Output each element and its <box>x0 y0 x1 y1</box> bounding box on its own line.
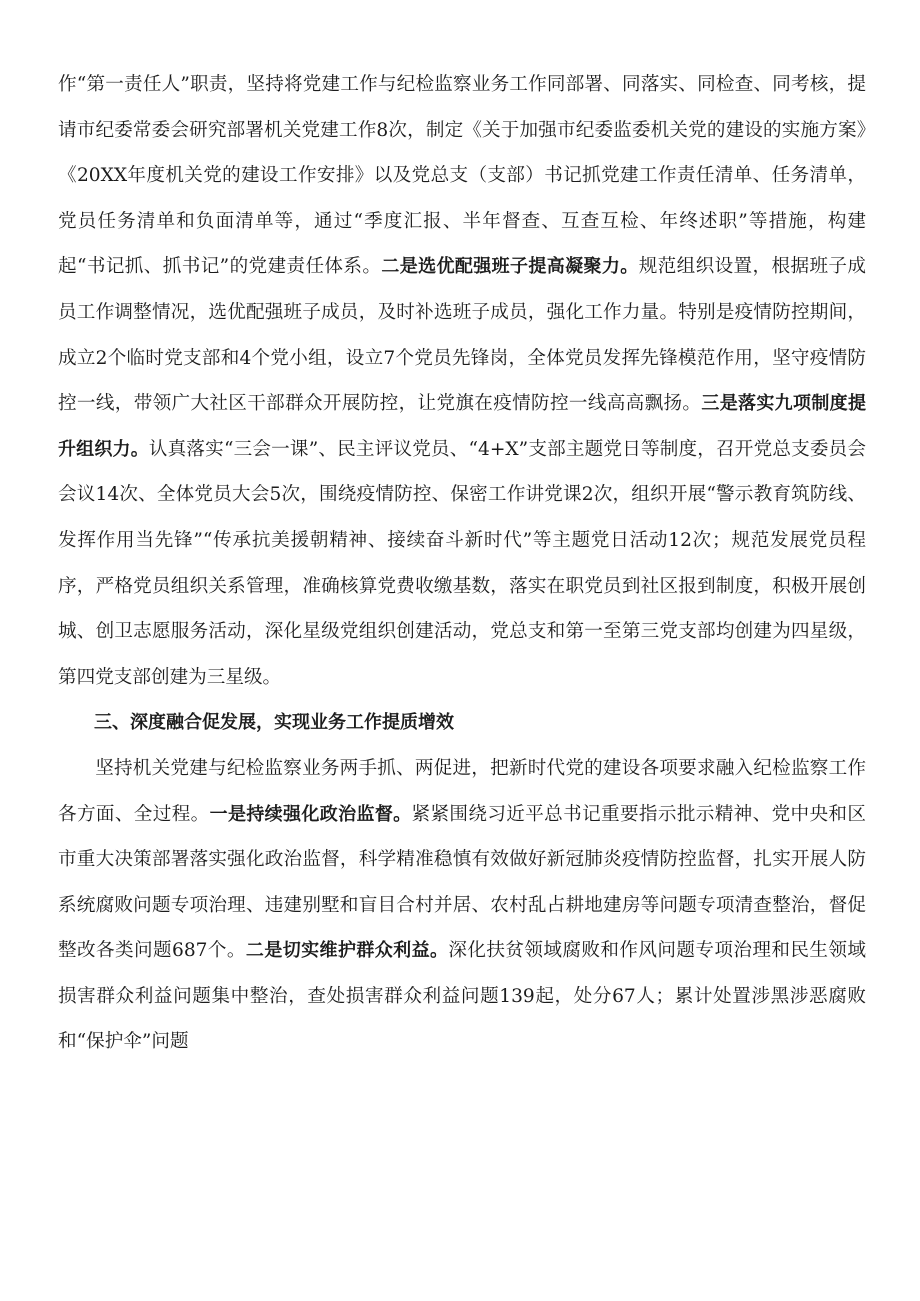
bold-lead-sentence: 一是持续强化政治监督。 <box>209 803 412 825</box>
bold-lead-sentence: 二是切实维护群众利益。 <box>245 940 449 962</box>
bold-lead-sentence: 二是选优配强班子提高凝聚力。 <box>381 256 639 278</box>
paragraph-party-building-responsibility <box>58 62 866 700</box>
paragraph-text: 规范组织设置，根据班子成员工作调整情况，选优配强班子成员，及时补选班子成员，强化工作力量。特别是疫情防控期间，成立2个临时党支部和4个党小组，设立7个党员先锋岗，全体党员发挥先锋模范作用，坚守疫情防控一线，带领广大社区干部群众开展防控，让党旗在疫情防控一线高高飘扬。 <box>58 256 866 415</box>
document-page <box>58 62 866 1065</box>
paragraph-text: 作“第一责任人”职责，坚持将党建工作与纪检监察业务工作同部署、同落实、同检查、同考核，提请市纪委常委会研究部署机关党建工作8次，制定《关于加强市纪委监委机关党的建设的实施方案》《20XX年度机关党的建设工作安排》以及党总支（支部）书记抓党建工作责任清单、任务清单，党员任务清单和负面清单等，通过“季度汇报、半年督查、互查互检、年终述职”等措施，构建起“书记抓、抓书记”的党建责任体系。 <box>58 74 866 278</box>
bold-lead-sentence: 三是落实九项制度提升组织力。 <box>58 393 866 460</box>
paragraph-text: 认真落实“三会一课”、民主评议党员、“4+X”支部主题党日等制度，召开党总支委员会会议14次、全体党员大会5次，围绕疫情防控、保密工作讲党课2次，组织开展“警示教育筑防线、发挥作用当先锋”“传承抗美援朝精神、接续奋斗新时代”等主题党日活动12次；规范发展党员程序，严格党员组织关系管理，准确核算党费收缴基数，落实在职党员到社区报到制度，积极开展创城、创卫志愿服务活动，深化星级党组织创建活动，党总支和第一至第三党支部均创建为四星级，第四党支部创建为三星级。 <box>58 438 867 688</box>
paragraph-text: 坚持机关党建与纪检监察业务两手抓、两促进，把新时代党的建设各项要求融入纪检监察工作各方面、全过程。 <box>58 757 866 825</box>
paragraph-business-integration <box>58 746 866 1065</box>
section-heading: 三、深度融合促发展，实现业务工作提质增效 <box>94 712 454 734</box>
paragraph-text: 紧紧围绕习近平总书记重要指示批示精神、党中央和区市重大决策部署落实强化政治监督，科学精准稳慎有效做好新冠肺炎疫情防控监督，扎实开展人防系统腐败问题专项治理、违建别墅和盲目合村并居、农村乱占耕地建房等问题专项清查整治，督促整改各类问题687个。 <box>58 803 866 962</box>
paragraph-text: 深化扶贫领域腐败和作风问题专项治理和民生领域损害群众利益问题集中整治，查处损害群众利益问题139起，处分67人；累计处置涉黑涉恶腐败和“保护伞”问题 <box>58 940 866 1053</box>
